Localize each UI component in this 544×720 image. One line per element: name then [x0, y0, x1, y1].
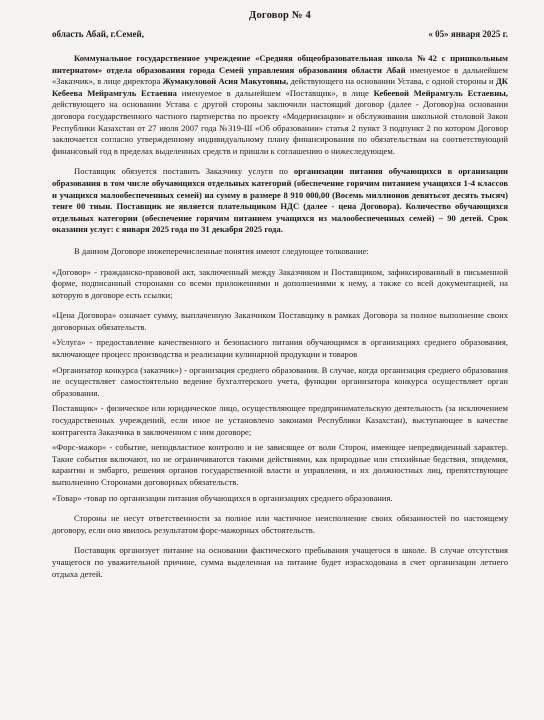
- header-place: область Абай, г.Семей,: [52, 29, 144, 39]
- supplier-rep: Кебеевой Мейрамгуль Естаевны,: [373, 87, 509, 98]
- definition-item: «Товар» -товар по организации питания обучающихся в организациях среднего образования.: [52, 492, 393, 503]
- definition-item: «Услуга» - предоставление качественного и безопасного питания обучающимся в организациях среднего образования, включающее процесс производства и реализации кулинарной продукции и товаров: [52, 337, 508, 360]
- parties-tail: действующего на основании Устава с другой стороны заключили настоящий договор (далее - Договор)на основании договора государственного частного партнерства по проекту «Модернизации» и обслуживания школьной столовой Закон Республики Казахстан от 27 июля 2007 года №319-III «Об образовании» статья 2 пункт 3 подпункт 2 по котором Договор заключается согласно утвержденному индивидуальному плану финансирования по обязательствам на соответствующий финансовый год в пределах выделенных средств и пришли к соглашению о нижеследующем.: [52, 99, 508, 156]
- supplier-alias: именуемое в дальнейшем «Поставщик», в лице: [176, 87, 374, 98]
- director-name: Жумакуловой Асия Макутовны,: [162, 76, 289, 87]
- obligation-lead: Поставщик обязуется поставить Заказчику услуги по: [74, 166, 294, 177]
- force-majeure-paragraph: Стороны не несут ответственности за полное или частичное неисполнение своих обязанностей по настоящему договору, если оно явилось результатом форс-мажорных обстоятельств.: [52, 513, 508, 535]
- header-date: « 05» января 2025 г.: [428, 29, 508, 39]
- definition-item: «Цена Договора» означает сумму, выплаченную Заказчиком Поставщику в рамках Договора за полное выполнение своих договорных обязательств.: [52, 310, 508, 332]
- definition-item: «Форс-мажор» - событие, неподвластное контролю и не зависящее от воли Сторон, имеющее непредвиденный характер. Такие события включают, но не ограничиваются такими действиями, как природные или стихийные бедствия, эпидемия, карантин и эмбарго, решения органов государственной власти и управления, и их должностных лиц, препятствующее выполнению Сторонами договорных обязательств.: [52, 442, 508, 487]
- customer-alias: именуемое в дальнейшем «Заказчик», в лице директора: [52, 64, 508, 87]
- customer-org: Коммунальное государственное учреждение «Средняя общеобразовательная школа №42 с пришкольным интернатом» отдела образования города Семей управления образования области Абай: [52, 53, 508, 75]
- definition-item: «Договор» - гражданско-правовой акт, заключенный между Заказчиком и Поставщиком, зафиксированный в письменной форме, подписанный сторонами со всеми приложениями и дополнениями к нему, а также со всей документацией, на которую в договоре есть ссылки;: [52, 266, 508, 300]
- parties-paragraph: [52, 53, 508, 157]
- attendance-paragraph: Поставщик организует питание на основании фактического пребывания учащегося в школе. В случае отсутствия учащегося по уважительной причине, сумма выделенная на питание будет израсходована в счет организации летнего отдыха детей.: [52, 545, 508, 579]
- document-title: Договор № 4: [249, 10, 311, 21]
- obligation-paragraph: [52, 166, 508, 236]
- definition-item: Поставщик» - физическое или юридическое лицо, осуществляющее предпринимательскую деятельность (за исключением государственных учреждений, если иное не установлено законами Республики Казахстан), выступающее в качестве контрагента Заказчика в заключенном с ним договоре;: [52, 403, 508, 437]
- definitions-intro: В данном Договоре нижеперечисленные понятия имеют следующее толкование:: [74, 245, 369, 256]
- basis-text: действующего на основании Устава, с одной стороны и: [288, 76, 496, 87]
- obligation-terms: организации питания обучающихся в организации образования в том числе обучающихся отдельных категорий (обеспечение горячим питанием учащихся 1-4 классов и учащихся малообеспеченных семей) на сумму в размере 8 910 000,00 (Восемь миллионов девятьсот десять тысяч) тенге 00 тиын. Поставщик не является плательщиком НДС (далее - цена Договора). Количество обучающихся отдельных категории (обеспечение горячим питанием учащихся из малообеспеченных семей) – 90 детей. Срок оказания услуг: с января 2025 года по 31 декабря 2025 года.: [52, 166, 508, 235]
- supplier-org: ДК Кебеева Мейрамгуль Естаевна: [52, 76, 508, 98]
- document-header: [52, 29, 508, 39]
- definition-item: «Организатор конкурса (заказчик») - организация среднего образования. В случае, когда организация среднего образования не осуществляет самостоятельно ведение бухгалтерского учета, функции организатора конкурса осуществляет орган образования.: [52, 364, 508, 398]
